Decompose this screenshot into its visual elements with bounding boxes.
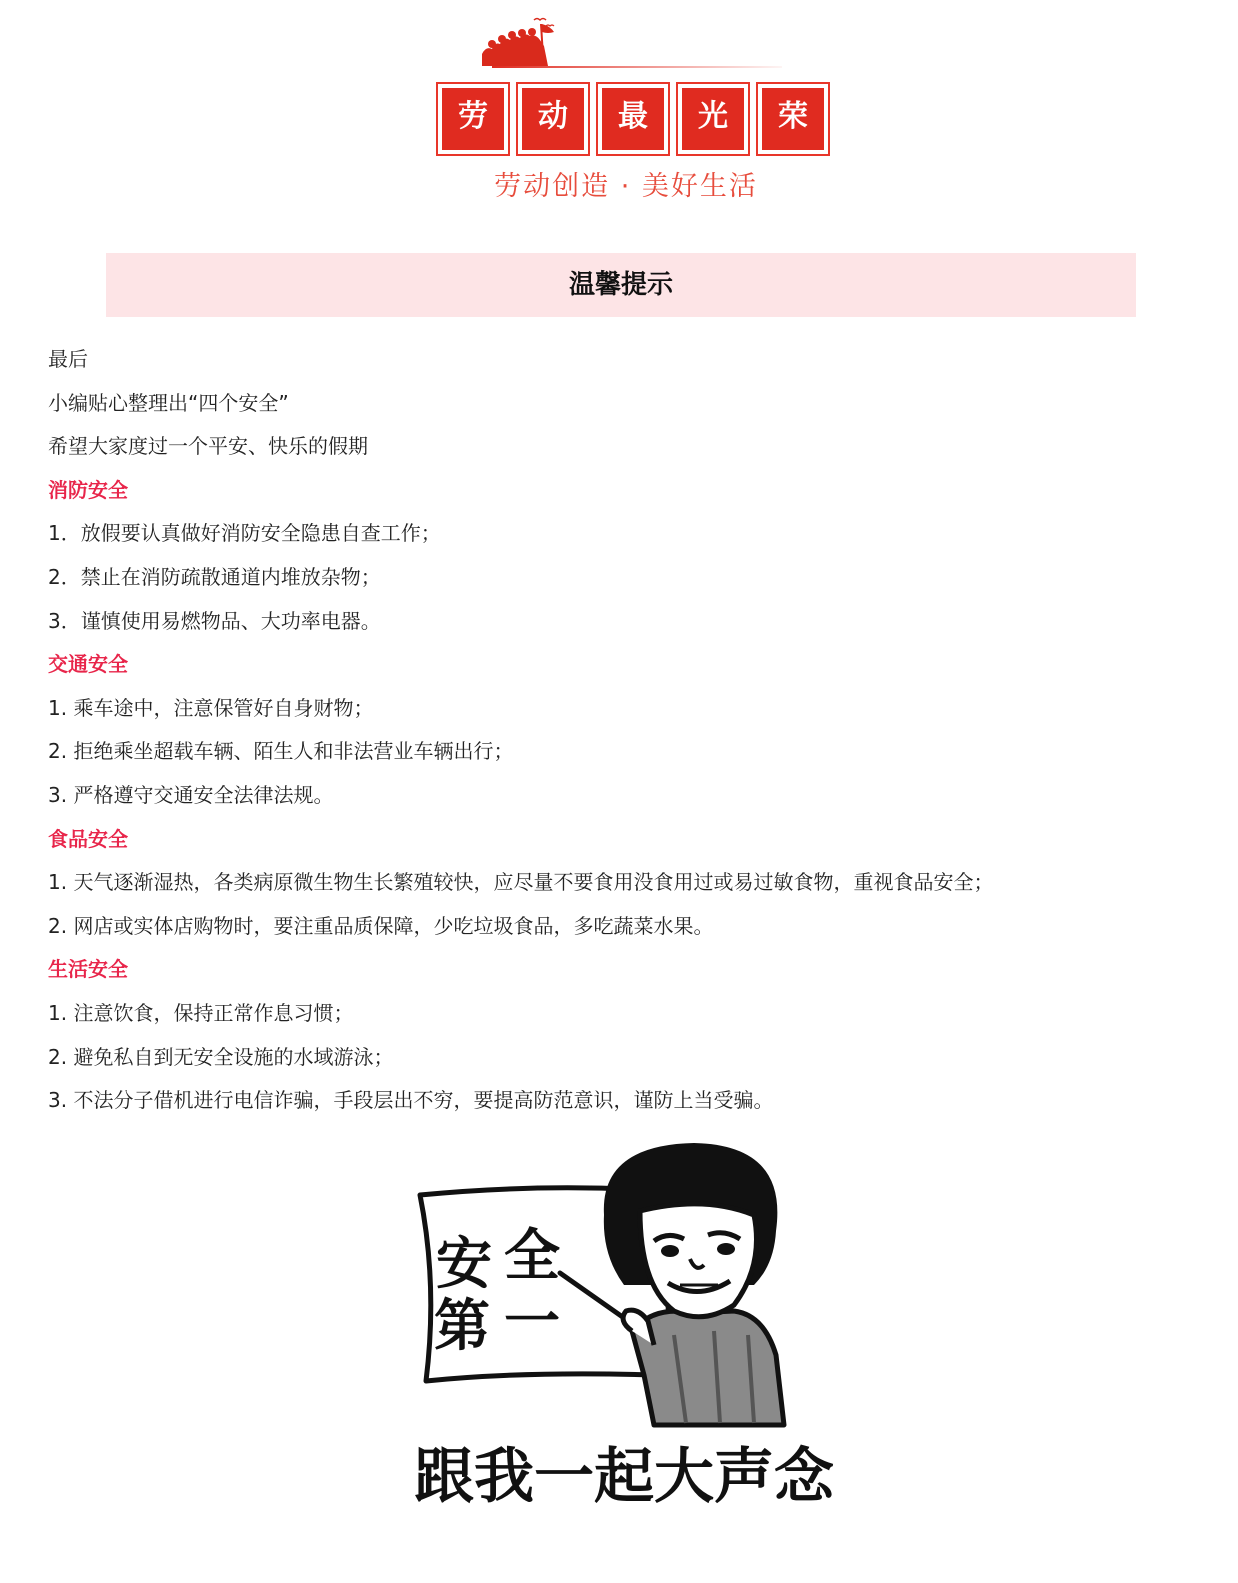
- list-item: 2. 网店或实体店购物时，要注重品质保障，少吃垃圾食品，多吃蔬菜水果。: [48, 913, 714, 938]
- list-item: 3．谨慎使用易燃物品、大功率电器。: [48, 608, 381, 633]
- banner-tile-char: 动: [522, 88, 584, 150]
- banner-tile: [676, 82, 750, 156]
- section-heading-life-safety: 生活安全: [48, 957, 128, 982]
- list-item: 2. 避免私自到无安全设施的水域游泳；: [48, 1044, 394, 1069]
- intro-line: 最后: [48, 347, 88, 371]
- list-item: 1. 天气逐渐湿热，各类病原微生物生长繁殖较快，应尽量不要食用没食用过或易过敏食物，重视食品安全；: [48, 870, 994, 895]
- banner-figures-illustration: [478, 16, 558, 68]
- banner-tile-char: 荣: [762, 88, 824, 150]
- banner-tile: [756, 82, 830, 156]
- article-body: [48, 338, 1188, 1123]
- header-banner: [0, 0, 1238, 215]
- intro-line: 希望大家度过一个平安、快乐的假期: [48, 434, 368, 459]
- sign-char: 第: [434, 1293, 490, 1359]
- banner-tile: [436, 82, 510, 156]
- list-item: 1. 注意饮食，保持正常作息习惯；: [48, 1000, 354, 1025]
- banner-tiles: [436, 82, 836, 156]
- meme-caption: 跟我一起大声念: [414, 1442, 834, 1512]
- list-item: 1．放假要认真做好消防安全隐患自查工作；: [48, 521, 441, 546]
- intro-line: 小编贴心整理出“四个安全”: [48, 390, 289, 415]
- banner-slogan: 劳动创造 · 美好生活: [494, 171, 758, 202]
- section-heading-food-safety: 食品安全: [48, 826, 128, 851]
- page-title: 温馨提示: [568, 270, 673, 300]
- list-item: 2．禁止在消防疏散通道内堆放杂物；: [48, 564, 381, 589]
- banner-tile-char: 最: [602, 88, 664, 150]
- banner-tile-char: 劳: [442, 88, 504, 150]
- list-item: 1. 乘车途中，注意保管好自身财物；: [48, 695, 374, 720]
- banner-tile-char: 光: [682, 88, 744, 150]
- list-item: 3. 严格遵守交通安全法律法规。: [48, 782, 334, 807]
- sign-char: 安: [436, 1231, 492, 1297]
- safety-first-meme-image: [404, 1135, 844, 1527]
- list-item: 2. 拒绝乘坐超载车辆、陌生人和非法营业车辆出行；: [48, 739, 514, 764]
- title-bar: [106, 253, 1136, 317]
- section-heading-fire-safety: 消防安全: [48, 477, 128, 502]
- sign-char: 全: [504, 1223, 560, 1289]
- section-heading-traffic-safety: 交通安全: [48, 652, 128, 677]
- sign-char: 一: [504, 1289, 560, 1355]
- banner-tile: [516, 82, 590, 156]
- banner-tile: [596, 82, 670, 156]
- banner-divider: [492, 66, 782, 68]
- list-item: 3. 不法分子借机进行电信诈骗，手段层出不穷，要提高防范意识，谨防上当受骗。: [48, 1088, 774, 1113]
